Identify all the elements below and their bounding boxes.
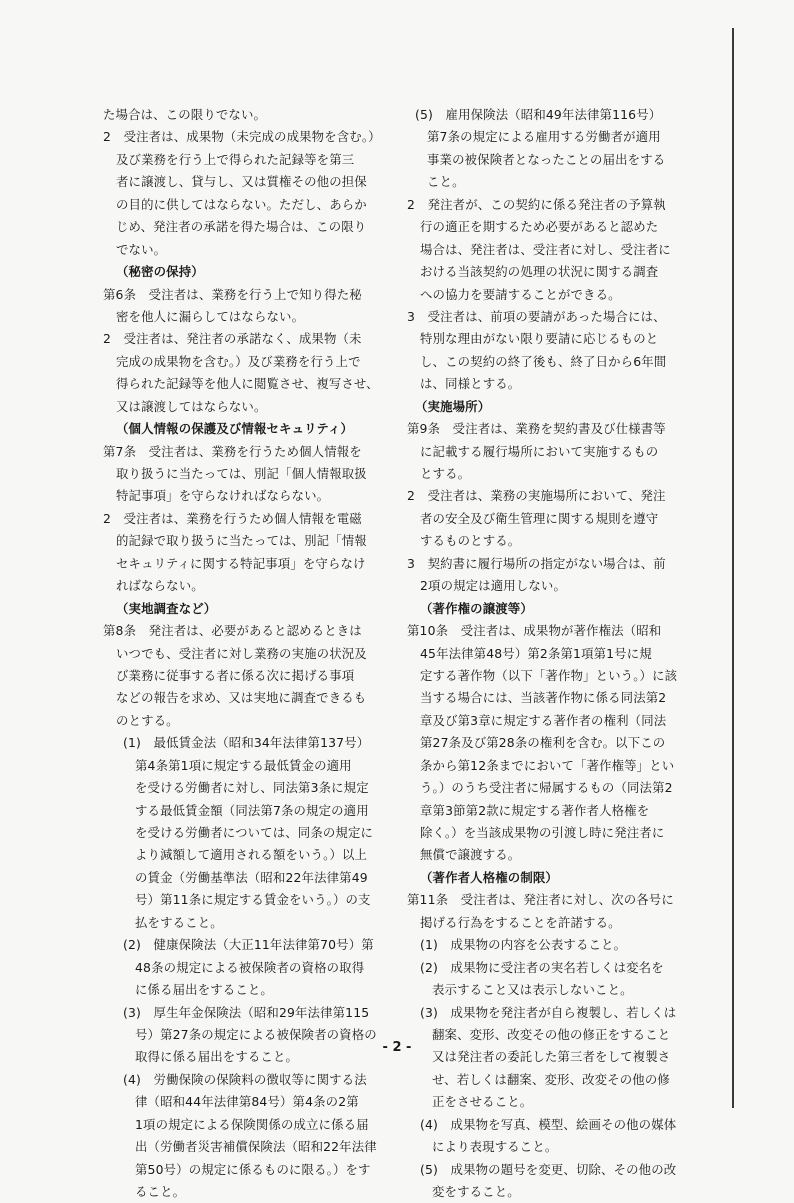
text-line: 第7条の規定による雇用する労働者が適用	[427, 129, 661, 145]
text-line: に係る届出をすること。	[135, 982, 273, 998]
text-line: 又は譲渡してはならない。	[116, 398, 267, 414]
text-line: 特別な理由がない限り要請に応じるものと	[420, 331, 659, 347]
text-line: 取り扱うに当たっては、別記「個人情報取扱	[116, 466, 367, 481]
text-line: 第50号）の規定に係るものに限る。）をす	[135, 1161, 371, 1177]
text-line: 号）第11条に規定する賃金をいう。）の支	[135, 892, 371, 908]
right-column	[407, 104, 697, 1203]
text-line: じめ、発注者の承諾を得た場合は、この限り	[116, 219, 367, 235]
text-line: ること。	[135, 1184, 186, 1199]
text-line: 2項の規定は適用しない。	[420, 578, 566, 594]
text-line: 条から第12条までにおいて「著作権等」とい	[420, 757, 675, 773]
text-line: 場合は、発注者は、受注者に対し、受注者に	[420, 241, 671, 257]
text-line: 章第3節第2款に規定する著作者人格権を	[420, 802, 650, 818]
text-line: でない。	[116, 241, 167, 257]
text-line: に記載する履行場所において実施するもの	[420, 443, 659, 459]
text-line: いつでも、受注者に対し業務の実施の状況及	[116, 645, 367, 661]
text-line: (5) 雇用保険法（昭和49年法律第116号）	[415, 107, 662, 122]
text-line: の目的に供してはならない。ただし、あらか	[116, 196, 367, 212]
text-line: (1) 成果物の内容を公表すること。	[420, 937, 627, 953]
text-line: 第8条 発注者は、必要があると認めるときは	[103, 623, 362, 639]
page-edge-line	[732, 28, 734, 1108]
section-heading: （著作者人格権の制限）	[420, 869, 558, 885]
page-number: - 2 -	[382, 1040, 412, 1055]
text-line: 第10条 受注者は、成果物が著作権法（昭和	[407, 623, 662, 639]
text-line: せ、若しくは翻案、変形、改変その他の修	[432, 1071, 670, 1087]
text-line: 事業の被保険者となったことの届出をする	[427, 151, 666, 167]
text-line: (5) 成果物の題号を変更、切除、その他の改	[420, 1161, 677, 1177]
text-line: とする。	[420, 466, 471, 481]
text-line: 第27条及び第28条の権利を含む。以下この	[420, 735, 666, 751]
text-line: の賃金（労働基準法（昭和22年法律第49	[135, 869, 368, 885]
text-line: 律（昭和44年法律第84号）第4条の2第	[135, 1094, 359, 1110]
text-line: などの報告を求め、又は実地に調査できるも	[116, 690, 367, 706]
section-heading: （秘密の保持）	[116, 264, 204, 280]
text-line: 号）第27条の規定による被保険者の資格の	[135, 1026, 377, 1042]
text-line: 無償で譲渡する。	[420, 847, 521, 863]
text-line: 3 契約書に履行場所の指定がない場合は、前	[407, 555, 666, 571]
text-line: 第9条 受注者は、業務を契約書及び仕様書等	[407, 421, 666, 437]
section-heading: （実施場所）	[415, 398, 491, 414]
text-line: (2) 健康保険法（大正11年法律第70号）第	[123, 937, 374, 953]
text-line: 行の適正を期するため必要があると認めた	[420, 219, 659, 235]
text-line: 2 受注者は、発注者の承諾なく、成果物（未	[103, 331, 362, 347]
text-line: 1項の規定による保険関係の成立に係る届	[135, 1116, 369, 1132]
text-line: する最低賃金額（同法第7条の規定の適用	[135, 802, 369, 818]
text-line: セキュリティに関する特記事項」を守らなけ	[116, 555, 366, 571]
text-line: 的記録で取り扱うに当たっては、別記「情報	[116, 533, 367, 549]
text-line: を受ける労働者については、同条の規定に	[135, 825, 374, 840]
text-line: 者の安全及び衛生管理に関する規則を遵守	[420, 510, 659, 526]
text-line: (3) 成果物を発注者が自ら複製し、若しくは	[420, 1004, 677, 1020]
text-line: 特記事項」を守らなければならない。	[116, 488, 330, 504]
text-line: 変をすること。	[432, 1184, 520, 1199]
text-line: への協力を要請することができる。	[420, 286, 621, 302]
text-line: 又は発注者の委託した第三者をして複製さ	[432, 1049, 671, 1065]
text-line: 出（労働者災害補償保険法（昭和22年法律	[135, 1139, 377, 1155]
text-line: び業務に従事する者に係る次に掲げる事項	[116, 667, 355, 683]
text-line: 定する著作物（以下「著作物」という。）に該	[420, 667, 678, 683]
text-line: のとする。	[116, 712, 179, 728]
text-line: するものとする。	[420, 533, 521, 549]
text-line: (1) 最低賃金法（昭和34年法律第137号）	[123, 735, 370, 751]
text-line: (3) 厚生年金保険法（昭和29年法律第115	[123, 1004, 370, 1020]
text-line: 密を他人に漏らしてはならない。	[116, 308, 305, 324]
text-line: 第6条 受注者は、業務を行う上で知り得た秘	[103, 286, 362, 302]
left-column	[103, 104, 395, 1203]
text-line: 2 発注者が、この契約に係る発注者の予算執	[407, 196, 666, 212]
text-line: 完成の成果物を含む。）及び業務を行う上で	[116, 353, 361, 369]
text-line: (2) 成果物に受注者の実名若しくは変名を	[420, 959, 664, 975]
text-line: は、同様とする。	[420, 376, 521, 392]
text-line: 48条の規定による被保険者の資格の取得	[135, 959, 365, 975]
text-line: を受ける労働者に対し、同法第3条に規定	[135, 780, 369, 796]
text-line: 当する場合には、当該著作物に係る同法第2	[420, 690, 667, 706]
text-line: 2 受注者は、業務の実施場所において、発注	[407, 488, 666, 504]
text-line: 章及び第3章に規定する著作者の権利（同法	[420, 712, 667, 728]
text-line: 者に譲渡し、貸与し、又は質権その他の担保	[116, 174, 367, 190]
text-line: 除く。）を当該成果物の引渡し時に発注者に	[420, 825, 665, 840]
text-line: 第4条第1項に規定する最低賃金の適用	[135, 757, 352, 773]
text-line: 及び業務を行う上で得られた記録等を第三	[116, 151, 355, 167]
text-line: (4) 成果物を写真、模型、絵画その他の媒体	[420, 1116, 677, 1132]
text-line: ればならない。	[116, 578, 204, 594]
text-line: 掲げる行為をすることを許諾する。	[420, 914, 621, 930]
text-line: 2 受注者は、成果物（未完成の成果物を含む。）	[103, 129, 381, 145]
text-line: 表示すること又は表示しないこと。	[432, 982, 633, 998]
text-line: 翻案、変形、改変その他の修正をすること	[432, 1026, 671, 1042]
text-line: 第7条 受注者は、業務を行うため個人情報を	[103, 443, 362, 459]
text-line: (4) 労働保険の保険料の徴収等に関する法	[123, 1071, 367, 1087]
text-line: 得られた記録等を他人に閲覧させ、複写させ、	[116, 376, 379, 392]
text-line: 3 受注者は、前項の要請があった場合には、	[407, 308, 666, 324]
text-line: 正をさせること。	[432, 1094, 533, 1110]
text-line: 第11条 受注者は、発注者に対し、次の各号に	[407, 892, 674, 908]
text-line: より減額して適用される額をいう。）以上	[135, 847, 368, 863]
section-heading: （個人情報の保護及び情報セキュリティ）	[116, 421, 354, 437]
text-line: おける当該契約の処理の状況に関する調査	[420, 264, 659, 280]
text-line: し、この契約の終了後も、終了日から6年間	[420, 353, 667, 369]
section-heading: （著作権の譲渡等）	[420, 600, 533, 616]
text-line: により表現すること。	[432, 1139, 558, 1155]
text-line: た場合は、この限りでない。	[103, 107, 267, 122]
text-line: う。）のうち受注者に帰属するもの（同法第2	[420, 780, 673, 796]
text-line: 払をすること。	[135, 914, 223, 930]
text-line: 2 受注者は、業務を行うため個人情報を電磁	[103, 510, 362, 526]
text-line: 取得に係る届出をすること。	[135, 1049, 299, 1065]
text-line: こと。	[427, 174, 465, 190]
section-heading: （実地調査など）	[116, 600, 217, 616]
text-line: 45年法律第48号）第2条第1項第1号に規	[420, 645, 652, 661]
